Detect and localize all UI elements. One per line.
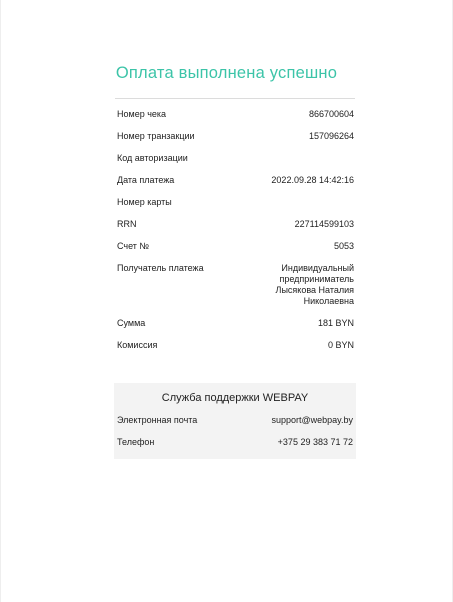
row-value: 181 BYN	[317, 318, 354, 328]
support-title: Служба поддержки WEBPAY	[161, 392, 309, 404]
row-value: 866700604	[308, 109, 354, 119]
row-label: Номер карты	[117, 197, 172, 207]
support-row-phone	[114, 432, 356, 454]
page-title: Оплата выполнена успешно	[115, 64, 338, 82]
support-panel	[114, 383, 356, 459]
receipt-row-check-number	[117, 104, 354, 126]
row-label: Номер чека	[117, 109, 167, 119]
row-label: Номер транзакции	[117, 131, 195, 141]
row-label: Сумма	[117, 318, 146, 328]
receipt-row-amount	[117, 313, 354, 335]
receipt-row-auth-code	[117, 148, 354, 170]
receipt-row-transaction-number	[117, 126, 354, 148]
row-label: RRN	[117, 219, 137, 229]
phone-label: Телефон	[117, 437, 155, 447]
phone-link[interactable]: +375 29 383 71 72	[277, 437, 353, 447]
row-value: Индивидуальный предприниматель Лысякова Наталия Николаевна	[275, 263, 354, 306]
row-value: 157096264	[308, 131, 354, 141]
receipt-row-card-number	[117, 192, 354, 214]
receipt-row-rrn	[117, 214, 354, 236]
row-value: 0 BYN	[327, 340, 354, 350]
row-label: Код авторизации	[117, 153, 188, 163]
row-label: Получатель платежа	[117, 263, 204, 273]
row-label: Дата платежа	[117, 175, 175, 185]
row-value: 5053	[333, 241, 354, 251]
row-value: 2022.09.28 14:42:16	[271, 175, 354, 185]
email-label: Электронная почта	[117, 415, 198, 425]
receipt-row-payment-date	[117, 170, 354, 192]
row-value: 227114599103	[294, 219, 354, 229]
row-label: Комиссия	[117, 340, 158, 350]
receipt-row-recipient	[117, 258, 354, 313]
receipt-details	[117, 104, 354, 357]
receipt-row-invoice-number	[117, 236, 354, 258]
title-divider	[115, 98, 355, 99]
email-link[interactable]: support@webpay.by	[271, 415, 353, 425]
support-row-email	[114, 410, 356, 432]
receipt-row-commission	[117, 335, 354, 357]
row-label: Счет №	[117, 241, 150, 251]
